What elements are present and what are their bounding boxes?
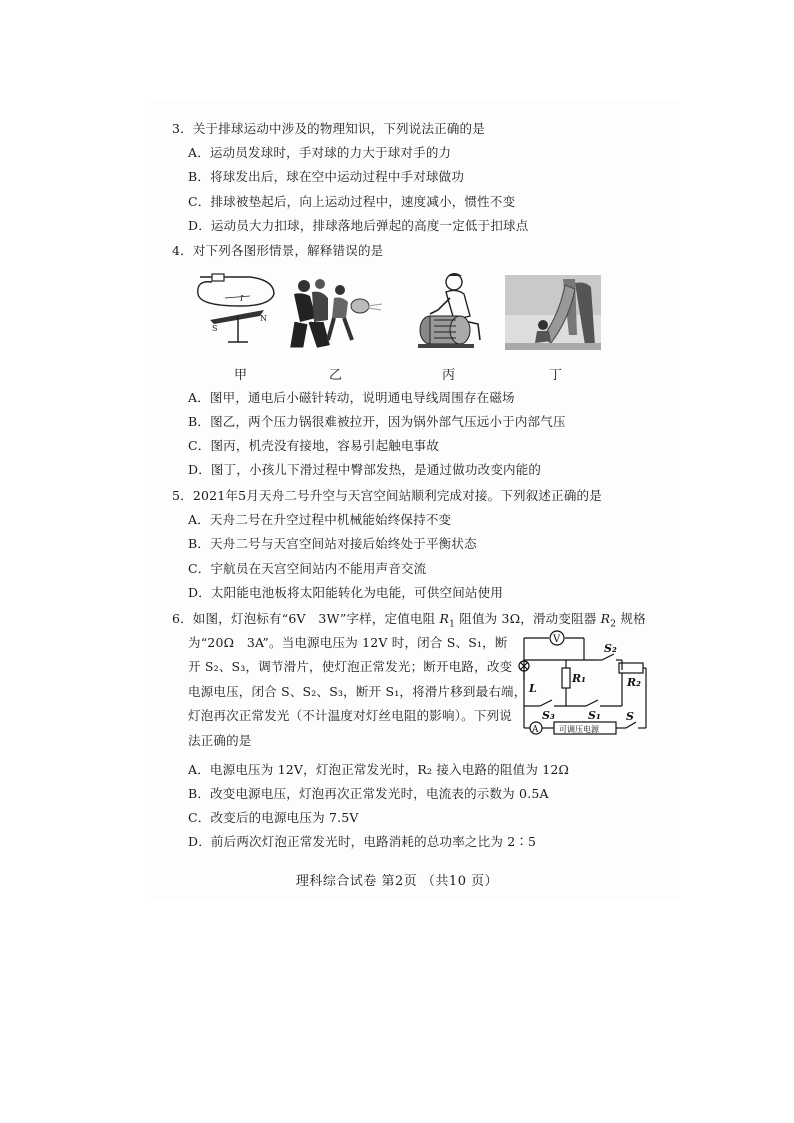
q6-option-d: D．前后两次灯泡正常发光时，电路消耗的总功率之比为 2∶5 bbox=[188, 834, 537, 849]
q5-option-a: A．天舟二号在升空过程中机械能始终保持不变 bbox=[188, 512, 452, 527]
q4-option-b: B．图乙，两个压力锅很难被拉开，因为锅外部气压远小于内部气压 bbox=[188, 414, 566, 429]
switch-s-label: S bbox=[626, 710, 634, 723]
figure-bing-motor bbox=[404, 270, 492, 350]
q6-option-a: A．电源电压为 12V，灯泡正常发光时，R₂ 接入电路的阻值为 12Ω bbox=[188, 762, 570, 777]
q5-option-c: C．宇航员在天宫空间站内不能用声音交流 bbox=[188, 561, 427, 576]
r1-symbol: R bbox=[439, 611, 450, 626]
r1-label: R₁ bbox=[572, 672, 586, 685]
figure-jia-magnetic-needle bbox=[190, 272, 285, 347]
ammeter-symbol: A bbox=[532, 725, 539, 735]
q5-option-d: D．太阳能电池板将太阳能转化为电能，可供空间站使用 bbox=[188, 585, 504, 600]
q6-line-4: 电源电压，闭合 S、S₂、S₃，断开 S₁，将滑片移到最右端， bbox=[188, 684, 527, 699]
switch-s3-label: S₃ bbox=[542, 709, 555, 722]
r2-subscript: 2 bbox=[610, 619, 617, 630]
r1-subscript: 1 bbox=[449, 619, 456, 630]
q3-option-c: C．排球被垫起后，向上运动过程中，速度减小，惯性不变 bbox=[188, 194, 516, 209]
q3-option-a: A．运动员发球时，手对球的力大于球对手的力 bbox=[188, 145, 452, 160]
south-pole-label: S bbox=[212, 324, 218, 333]
voltmeter-symbol: V bbox=[553, 634, 561, 645]
current-label: I bbox=[240, 294, 244, 303]
caption-yi: 乙 bbox=[329, 368, 343, 383]
q6-text: 规格 bbox=[616, 611, 646, 626]
figure-yi-pressure-cookers bbox=[288, 278, 383, 350]
circuit-diagram bbox=[514, 630, 654, 742]
q5-stem: 5．2021年5月天舟二号升空与天宫空间站顺利完成对接。下列叙述正确的是 bbox=[172, 488, 602, 503]
caption-bing: 丙 bbox=[442, 368, 456, 383]
r2-symbol: R bbox=[600, 611, 611, 626]
q3-stem: 3．关于排球运动中涉及的物理知识，下列说法正确的是 bbox=[172, 121, 485, 136]
q4-option-c: C．图丙，机壳没有接地，容易引起触电事故 bbox=[188, 438, 440, 453]
q3-option-d: D．运动员大力扣球，排球落地后弹起的高度一定低于扣球点 bbox=[188, 218, 529, 233]
q4-stem: 4．对下列各图形情景，解释错误的是 bbox=[172, 243, 384, 258]
q6-option-c: C．改变后的电源电压为 7.5V bbox=[188, 810, 359, 825]
r2-label: R₂ bbox=[627, 676, 641, 689]
q6-text: 6．如图，灯泡标有“6V 3W”字样，定值电阻 bbox=[172, 611, 440, 626]
switch-s2-label: S₂ bbox=[604, 642, 617, 655]
figure-ding-slide bbox=[505, 275, 601, 350]
q3-option-b: B．将球发出后，球在空中运动过程中手对球做功 bbox=[188, 169, 465, 184]
q6-option-b: B．改变电源电压，灯泡再次正常发光时，电流表的示数为 0.5A bbox=[188, 786, 549, 801]
q6-text: 阻值为 3Ω，滑动变阻器 bbox=[455, 611, 601, 626]
caption-jia: 甲 bbox=[234, 368, 248, 383]
q6-line-6: 法正确的是 bbox=[188, 733, 252, 748]
q5-option-b: B．天舟二号与天宫空间站对接后始终处于平衡状态 bbox=[188, 536, 477, 551]
bulb-label: L bbox=[529, 682, 537, 695]
q4-option-d: D．图丁，小孩儿下滑过程中臀部发热，是通过做功改变内能的 bbox=[188, 462, 542, 477]
caption-ding: 丁 bbox=[549, 368, 563, 383]
q6-line-3: 开 S₂、S₃，调节滑片，使灯泡正常发光；断开电路，改变 bbox=[188, 659, 513, 674]
q4-option-a: A．图甲，通电后小磁针转动，说明通电导线周围存在磁场 bbox=[188, 390, 515, 405]
north-pole-label: N bbox=[260, 314, 267, 323]
switch-s1-label: S₁ bbox=[588, 709, 601, 722]
q6-line-5: 灯泡再次正常发光（不计温度对灯丝电阻的影响）。下列说 bbox=[188, 708, 512, 723]
q6-line-2: 为“20Ω 3A”。当电源电压为 12V 时，闭合 S、S₁，断 bbox=[188, 635, 508, 650]
power-supply-label: 可调压电源 bbox=[559, 725, 599, 734]
page-footer: 理科综合试卷 第2页 （共10 页） bbox=[295, 874, 499, 889]
